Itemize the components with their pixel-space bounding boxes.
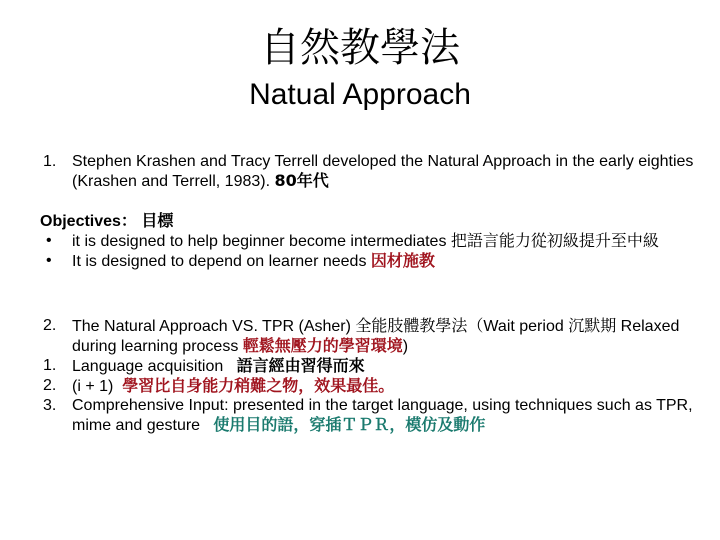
objectives-heading	[40, 211, 700, 231]
list-text: The Natural Approach VS. TPR (Asher)	[72, 318, 351, 335]
intro-highlight: 80年代	[274, 171, 329, 190]
list-text: Language acquisition	[72, 358, 224, 375]
list-text: Comprehensive Input: presented in the target language, using techniques such as TPR, mime and gesture	[72, 397, 693, 434]
list-zh-highlight: 學習比自身能力稍難之物，效果最佳。	[122, 376, 395, 395]
list-item	[40, 376, 700, 396]
bullet-marker: •	[46, 232, 52, 249]
objectives-heading-zh: 目標	[141, 211, 174, 230]
list-number: 3.	[43, 397, 57, 414]
list-zh-highlight: 輕鬆無壓力的學習環境	[242, 336, 403, 355]
list-number: 2.	[43, 317, 57, 334]
list-zh-highlight: 使用目的語，穿插ＴＰＲ，模仿及動作	[213, 415, 486, 434]
list-text: )	[402, 338, 409, 355]
list-zh: 全能肢體教學法	[355, 316, 468, 335]
list-zh: 語言經由習得而來	[236, 356, 365, 375]
intro-text: Stephen Krashen and Tracy Terrell developed the Natural Approach in the early eighties (Krashen and Terrell, 1983).	[72, 153, 694, 190]
list-zh: 沉默期	[568, 316, 617, 335]
objective-item	[40, 251, 700, 271]
approach-list	[40, 316, 700, 435]
objective-item	[40, 231, 700, 251]
bullet-marker: •	[46, 252, 52, 269]
list-item	[40, 356, 700, 376]
list-number: 1.	[43, 153, 57, 170]
objectives-heading-label: Objectives：	[40, 213, 137, 230]
list-number: 2.	[43, 377, 57, 394]
objective-text: it is designed to help beginner become intermediates	[72, 233, 447, 250]
list-item	[40, 396, 700, 435]
intro-item	[40, 152, 700, 191]
objective-zh: 因材施教	[370, 251, 435, 270]
intro-section	[40, 152, 700, 191]
list-text: Relaxed during learning process	[72, 318, 680, 355]
title-english: Natual Approach	[249, 78, 471, 111]
title-chinese: 自然教學法	[260, 25, 460, 71]
list-number: 1.	[43, 357, 57, 374]
list-text: （Wait period	[467, 318, 564, 335]
objective-text: It is designed to depend on learner needs	[72, 253, 367, 270]
objective-zh: 把語言能力從初級提升至中級	[450, 231, 659, 250]
list-text: (i + 1)	[72, 378, 114, 395]
list-item	[40, 316, 700, 356]
objectives-section	[40, 211, 700, 271]
